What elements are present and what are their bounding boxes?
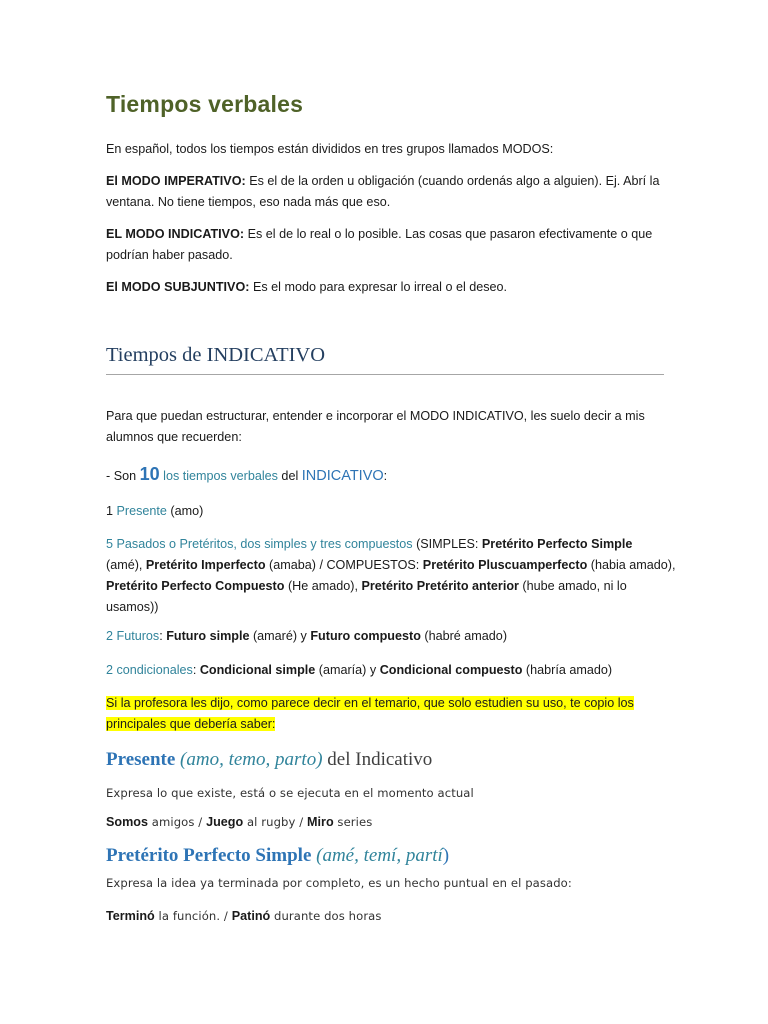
example-t1: amigos / bbox=[148, 815, 207, 829]
presente-examples bbox=[106, 812, 666, 833]
intro-paragraph: En español, todos los tiempos están divididos en tres grupos llamados MODOS: bbox=[106, 142, 554, 156]
futuros-lead: 2 Futuros bbox=[106, 629, 160, 643]
imperativo-label: El MODO IMPERATIVO: bbox=[106, 174, 246, 188]
presente-label: Presente bbox=[116, 504, 167, 518]
example-termino: Terminó bbox=[106, 909, 155, 923]
highlight-line-2: principales que debería saber: bbox=[106, 717, 276, 731]
para-recuerden-line-2: alumnos que recuerden: bbox=[106, 430, 242, 444]
pasados-l3a: Pretérito Perfecto Compuesto bbox=[106, 579, 285, 593]
presente-description: Expresa lo que existe, está o se ejecuta en el momento actual bbox=[106, 786, 474, 800]
indicativo-text-1: Es el de lo real o lo posible. Las cosas que pasaron efectivamente o que bbox=[244, 227, 653, 241]
para-recuerden-line-1: Para que puedan estructurar, entender e incorporar el MODO INDICATIVO, les suelo decir a mis bbox=[106, 409, 645, 423]
section-title: Tiempos de INDICATIVO bbox=[106, 344, 326, 366]
imperativo-text-1: Es el de la orden u obligación (cuando ordenás algo a alguien). Ej. Abrí la bbox=[245, 174, 660, 188]
example-t2: al rugby / bbox=[243, 815, 308, 829]
pasados-l1b: Pretérito Perfecto Simple bbox=[481, 537, 633, 551]
del-text: del bbox=[277, 469, 302, 483]
presente-heading-tail: del Indicativo bbox=[322, 749, 433, 770]
son-suffix: : bbox=[383, 469, 388, 483]
son-diez-line bbox=[106, 464, 666, 487]
pps-description: Expresa la idea ya terminada por completo, es un hecho puntual en el pasado: bbox=[106, 876, 572, 890]
pasados-l2d: Pretérito Pluscuamperfecto bbox=[422, 558, 588, 572]
pasados-item bbox=[106, 534, 676, 618]
pasados-l2a: (amé), bbox=[106, 558, 146, 572]
futuros-item bbox=[106, 626, 666, 647]
condicional-compuesto: Condicional compuesto bbox=[379, 663, 523, 677]
condicionales-colon: : bbox=[192, 663, 200, 677]
indicativo-text-2: podrían haber pasado. bbox=[106, 248, 233, 262]
presente-num: 1 bbox=[106, 504, 117, 518]
example-pps-t2: durante dos horas bbox=[270, 909, 382, 923]
example-miro: Miro bbox=[307, 815, 334, 829]
pasados-lead: 5 Pasados o Pretéritos, dos simples y tres compuestos bbox=[106, 537, 413, 551]
pps-heading bbox=[106, 845, 449, 867]
condicional-simple: Condicional simple bbox=[199, 663, 316, 677]
tiempos-verbales-label: los tiempos verbales bbox=[159, 469, 278, 483]
pps-heading-main: Pretérito Perfecto Simple bbox=[106, 845, 312, 866]
indicativo-label: EL MODO INDICATIVO: bbox=[106, 227, 245, 241]
futuros-colon: : bbox=[159, 629, 167, 643]
presente-heading-forms: (amo, temo, parto) bbox=[175, 749, 323, 770]
condicionales-b: (amaría) y bbox=[315, 663, 380, 677]
indicativo-word: INDICATIVO bbox=[301, 468, 384, 484]
imperativo-paragraph bbox=[106, 171, 666, 213]
highlight-line-1: Si la profesora les dijo, como parece decir en el temario, que solo estudien su uso, te copio los bbox=[106, 696, 634, 710]
pasados-l2c: (amaba) / COMPUESTOS: bbox=[265, 558, 423, 572]
pasados-l1a: (SIMPLES: bbox=[412, 537, 482, 551]
subjuntivo-text: Es el modo para expresar lo irreal o el deseo. bbox=[249, 280, 508, 294]
condicionales-lead: 2 condicionales bbox=[106, 663, 193, 677]
condicionales-d: (habría amado) bbox=[522, 663, 613, 677]
document-title: Tiempos verbales bbox=[106, 91, 304, 117]
section-divider bbox=[106, 374, 664, 375]
pasados-l2b: Pretérito Imperfecto bbox=[145, 558, 266, 572]
pasados-l2e: (habia amado), bbox=[587, 558, 676, 572]
presente-heading-main: Presente bbox=[106, 749, 176, 770]
pps-examples bbox=[106, 906, 666, 927]
pps-heading-close: ) bbox=[442, 845, 450, 866]
example-pps-t1: la función. / bbox=[154, 909, 232, 923]
presente-item bbox=[106, 501, 666, 522]
imperativo-text-2: ventana. No tiene tiempos, eso nada más que eso. bbox=[106, 195, 391, 209]
presente-rest: (amo) bbox=[166, 504, 204, 518]
example-somos: Somos bbox=[106, 815, 148, 829]
pps-heading-forms: (amé, temí, partí bbox=[311, 845, 443, 866]
condicionales-item bbox=[106, 660, 666, 681]
subjuntivo-label: El MODO SUBJUNTIVO: bbox=[106, 280, 250, 294]
presente-heading bbox=[106, 749, 432, 771]
example-patino: Patinó bbox=[231, 909, 271, 923]
highlighted-note bbox=[106, 693, 666, 735]
son-prefix: - Son bbox=[106, 469, 140, 483]
example-t3: series bbox=[333, 815, 373, 829]
pasados-l3b: (He amado), bbox=[284, 579, 362, 593]
indicativo-paragraph bbox=[106, 224, 666, 266]
example-juego: Juego bbox=[206, 815, 244, 829]
ten-number: 10 bbox=[139, 464, 160, 484]
pasados-l4: usamos)) bbox=[106, 600, 159, 614]
para-recuerden bbox=[106, 406, 666, 448]
pasados-l3c: Pretérito Pretérito anterior bbox=[361, 579, 519, 593]
futuro-simple: Futuro simple bbox=[166, 629, 250, 643]
futuros-d: (habré amado) bbox=[420, 629, 508, 643]
futuros-b: (amaré) y bbox=[249, 629, 311, 643]
subjuntivo-paragraph bbox=[106, 277, 666, 298]
pasados-l3d: (hube amado, ni lo bbox=[518, 579, 627, 593]
futuro-compuesto: Futuro compuesto bbox=[310, 629, 421, 643]
